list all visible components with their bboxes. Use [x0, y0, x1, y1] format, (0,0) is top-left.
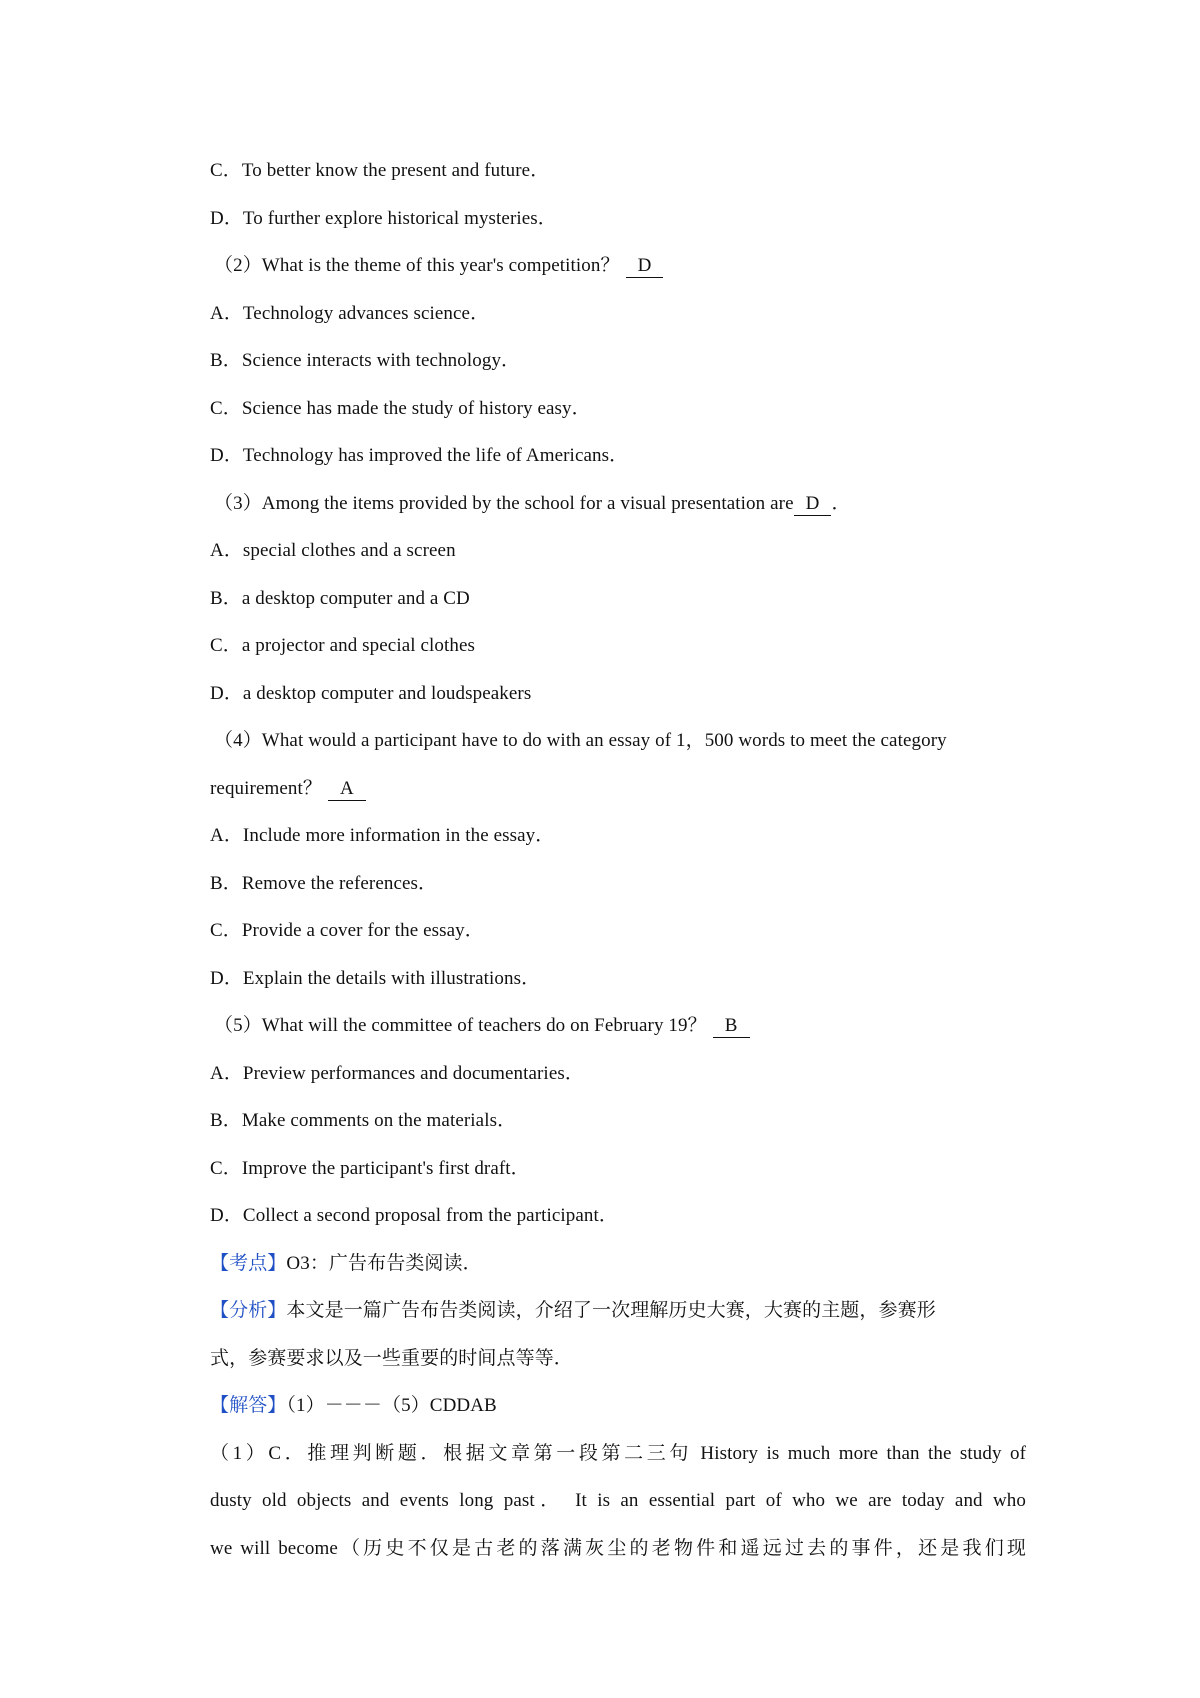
option-c-q2: C．Science has made the study of history easy． [210, 397, 591, 419]
option-d-q1: D．To further explore historical mysteries． [210, 207, 557, 229]
option-c-q1: C．To better know the present and future． [210, 160, 550, 181]
option-b-q2: B．Science interacts with technology． [210, 350, 521, 371]
option-d-q5: D．Collect a second proposal from the participant． [210, 1205, 619, 1226]
option-b-q4: B．Remove the references． [210, 872, 438, 894]
fenxi-line-1 [210, 1290, 1026, 1338]
question-5-answer: B [713, 1015, 750, 1038]
option-c-q4: C．Provide a cover for the essay． [210, 920, 484, 941]
kaodian-tag: 【考点】 [210, 1252, 287, 1274]
option-a-q2: A．Technology advances science． [210, 302, 490, 324]
explanation-line-2: dusty old objects and events long past． It is an essential part of who we are today and who [210, 1490, 1026, 1511]
jieda-line [210, 1385, 1026, 1433]
question-4-text-end: requirement？ [210, 777, 322, 799]
explanation-line-3: we will become（历史不仅是古老的落满灰尘的老物件和遥远过去的事件，还是我们现 [210, 1537, 1026, 1559]
question-4-answer: A [328, 778, 366, 801]
explanation-line-1: （1）C．推理判断题．根据文章第一段第二三句 History is much more than the study of [210, 1442, 1026, 1464]
question-3 [210, 483, 1026, 531]
question-3-answer: D [794, 493, 832, 516]
question-2-answer: D [626, 255, 664, 278]
fenxi-tag: 【分析】 [210, 1300, 287, 1321]
question-5 [210, 1005, 1026, 1053]
question-4-line-2 [210, 768, 1026, 816]
option-b-q3: B．a desktop computer and a CD [210, 587, 470, 609]
question-2 [210, 245, 1026, 293]
fenxi-line-2: 式，参赛要求以及一些重要的时间点等等． [210, 1347, 573, 1369]
document-page [210, 150, 1026, 1575]
question-5-text: （5）What will the committee of teachers do on February 19？ [214, 1015, 707, 1036]
question-4-line-1: （4）What would a participant have to do with an essay of 1，500 words to meet the category [214, 730, 947, 751]
option-d-q3: D．a desktop computer and loudspeakers [210, 682, 532, 704]
option-d-q2: D．Technology has improved the life of Americans． [210, 445, 629, 466]
jieda-text: （1）－－－（5）CDDAB [286, 1395, 497, 1416]
option-d-q4: D．Explain the details with illustrations． [210, 967, 541, 989]
question-3-text: （3）Among the items provided by the school for a visual presentation are [214, 492, 794, 514]
option-a-q5: A．Preview performances and documentaries． [210, 1062, 584, 1084]
option-c-q3: C．a projector and special clothes [210, 635, 475, 656]
question-2-text: （2）What is the theme of this year's competition？ [214, 255, 620, 276]
fenxi-text-1: 本文是一篇广告布告类阅读，介绍了一次理解历史大赛，大赛的主题，参赛形 [286, 1300, 936, 1321]
kaodian-line [210, 1243, 1026, 1291]
option-c-q5: C．Improve the participant's first draft． [210, 1157, 530, 1179]
option-a-q3: A．special clothes and a screen [210, 540, 456, 561]
question-3-end: ． [831, 492, 851, 514]
option-a-q4: A．Include more information in the essay． [210, 825, 555, 846]
jieda-tag: 【解答】 [210, 1395, 287, 1416]
option-b-q5: B．Make comments on the materials． [210, 1110, 517, 1131]
kaodian-text: O3：广告布告类阅读． [286, 1252, 482, 1274]
